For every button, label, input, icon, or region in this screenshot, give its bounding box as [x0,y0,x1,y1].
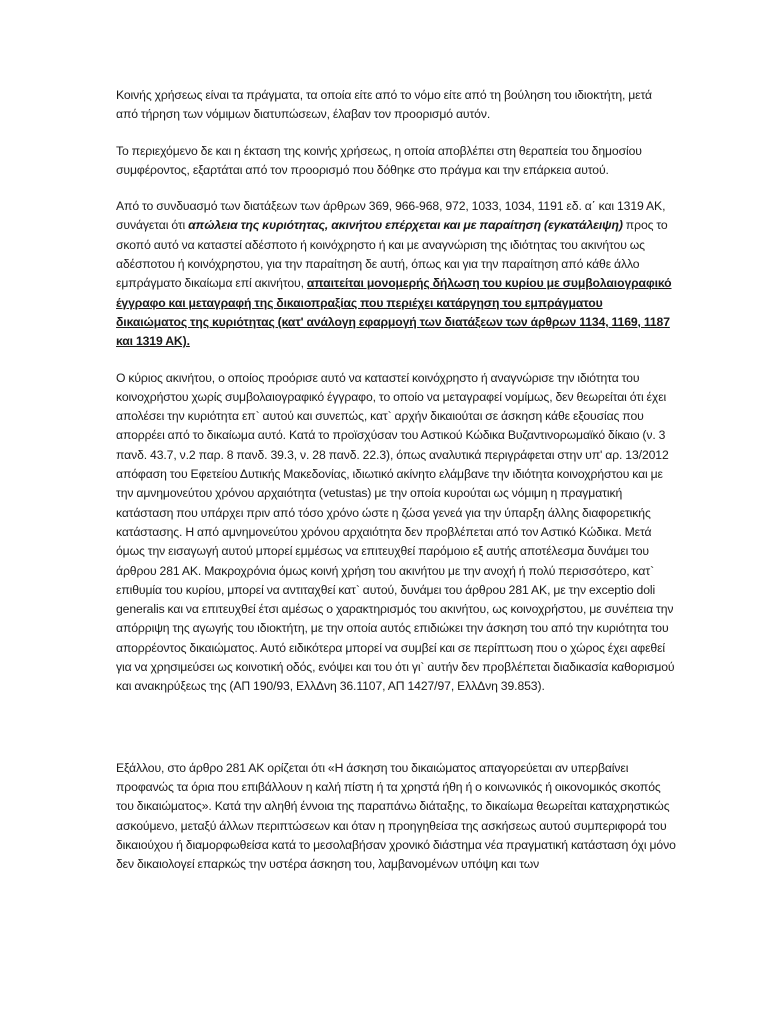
paragraph-owner-rights: Ο κύριος ακινήτου, ο οποίος προόρισε αυτό να καταστεί κοινόχρηστο ή αναγνώρισε την ιδιότητα του κοινοχρήστου χωρίς συμβολαιογραφικό έγγραφο, το οποίο να μεταγραφεί νομίμως, δεν θεωρείται ότι έχει απολέσει την κυριότητα επ` αυτού και συνεπώς, κατ` αρχήν δικαιούται σε άσκηση κάθε εξουσίας που απορρέει από το δικαίωμα αυτό. Κατά το προϊσχύσαν του Αστικού Κώδικα Βυζαντινορωμαϊκό δίκαιο (ν. 3 πανδ. 43.7, ν.2 παρ. 8 πανδ. 39.3, ν. 28 πανδ. 22.3), όπως αναλυτικά περιγράφεται στην υπ' αρ. 13/2012 απόφαση του Εφετείου Δυτικής Μακεδονίας, ιδιωτικό ακίνητο ελάμβανε την ιδιότητα κοινοχρήστου και με την αμνημονεύτου χρόνου αρχαιότητα (vetustas) με την οποία κυρούται ως νόμιμη η πραγματική κατάσταση που υπάρχει πριν από τόσο χρόνο ώστε η ζώσα γενεά για την ύπαρξη άλλης διαφορετικής κατάστασης. Η από αμνημονεύτου χρόνου αρχαιότητα δεν προβλέπεται από τον Αστικό Κώδικα. Μετά όμως την εισαγωγή αυτού μπορεί εμμέσως να επιτευχθεί παρόμοιο εξ αυτής αποτέλεσμα δυνάμει του άρθρου 281 ΑΚ. Μακροχρόνια όμως κοινή χρήση του ακινήτου με την ανοχή ή πολύ περισσότερο, κατ` επιθυμία του κυρίου, μπορεί να αντιταχθεί κατ` αυτού, δυνάμει του άρθρου 281 ΑΚ, με την exceptio doli generalis και να επιτευχθεί έτσι αμέσως ο χαρακτηρισμός του ακινήτου, ως κοινοχρήστου, με συνέπεια την απόρριψη της αγωγής του ιδιοκτήτη, με την οποία αυτός επιδιώκει την άσκηση του από την κυριότητα του απορρέοντος δικαιώματος. Αυτό ειδικότερα μπορεί να συμβεί και σε περίπτωση που ο χώρος έχει αφεθεί για να χρησιμεύσει ως κοινοτική οδός, ενόψει και του ότι γι` αυτήν δεν προβλέπεται διαδικασία καθορισμού και ανακηρύξεως της (ΑΠ 190/93, ΕλλΔνη 36.1107, ΑΠ 1427/97, ΕλλΔνη 39.853). [116,370,675,694]
paragraph-article-281: Εξάλλου, στο άρθρο 281 ΑΚ ορίζεται ότι «Η άσκηση του δικαιώματος απαγορεύεται αν υπερβαίνει προφανώς τα όρια που επιβάλλουν η καλή πίστη ή τα χρηστά ήθη ή ο κοινωνικός ή οικονομικός σκοπός του δικαιώματος». Κατά την αληθή έννοια της παραπάνω διάταξης, το δικαίωμα θεωρείται καταχρηστικώς ασκούμενο, μεταξύ άλλων περιπτώσεων και όταν η προηγηθείσα της ασκήσεως αυτού συμπεριφορά του δικαιούχου ή διαμορφωθείσα κατά το μεσολαβήσαν χρονικό διάστημα νέα πραγματική κατάσταση όχι μόνο δεν δικαιολογεί επαρκώς την υστέρα άσκηση του, λαμβανομένων υπόψη και των [116,760,676,872]
paragraph-text-span: Από το συνδυασμό των διατάξεων των άρθρων 369, 966-968, 972, 1033, 1034, 1191 εδ. α΄ και 1319 ΑΚ, συνάγεται ότι [116,199,666,233]
emphasis-bold-underlined: απαιτείται μονομερής δήλωση του κυρίου με συμβολαιογραφικό έγγραφο και μεταγραφή της δικαιοπραξίας που περιέχει κατάργηση του εμπράγματου δικαιώματος της κυριότητας (κατ' ανάλογη εφαρμογή των διατάξεων των άρθρων 1134, 1169, 1187 και 1319 ΑΚ). [116,276,672,349]
paragraph-public-use-definition: Κοινής χρήσεως είναι τα πράγματα, τα οποία είτε από το νόμο είτε από τη βούληση του ιδιοκτήτη, μετά από τήρηση των νόμιμων διατυπώσεων, έλαβαν τον προορισμό αυτόν. [116,88,653,122]
paragraph-loss-of-ownership [116,197,676,351]
paragraph-public-use-scope: Το περιεχόμενο δε και η έκταση της κοινής χρήσεως, η οποία αποβλέπει στη θεραπεία του δημοσίου συμφέροντος, εξαρτάται από τον προορισμό που δόθηκε στο πράγμα και την επάρκεια αυτού. [116,143,642,177]
emphasis-bold-italic: απώλεια της κυριότητας, ακινήτου επέρχεται και με παραίτηση (εγκατάλειψη) [188,218,623,233]
paragraph-text-span: προς το σκοπό αυτό να καταστεί αδέσποτο ή κοινόχρηστο ή και με αναγνώριση της ιδιότητας του ακινήτου ως αδέσποτου ή κοινόχρηστου, για την παραίτηση δε αυτή, όπως και για την παραίτηση από κάθε άλλο εμπράγματο δικαίωμα επί ακινήτου, [116,218,668,291]
